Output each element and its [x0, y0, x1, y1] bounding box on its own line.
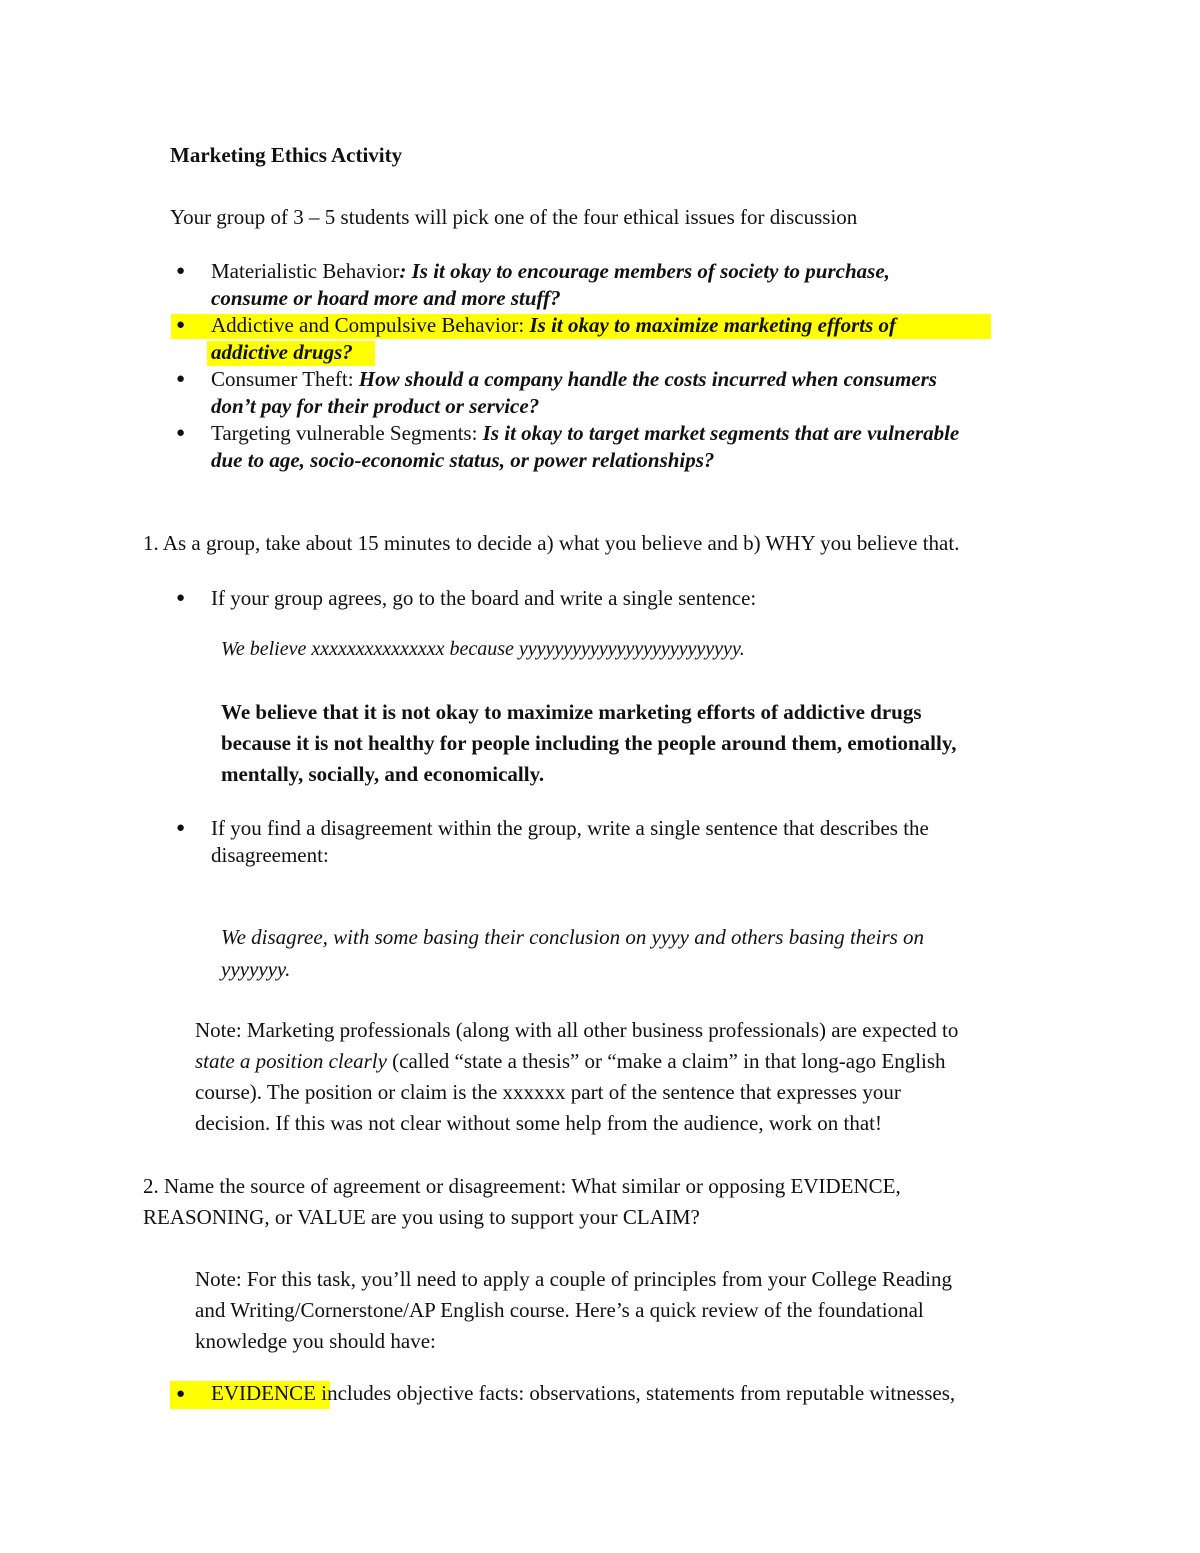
disagree-template: We disagree, with some basing their conclusion on yyyy and others basing theirs on	[221, 925, 925, 949]
emphasis-text: state a position clearly	[195, 1049, 387, 1073]
step-1-heading: 1. As a group, take about 15 minutes to decide a) what you believe and b) WHY you believe that.	[143, 531, 960, 555]
agree-template: We believe xxxxxxxxxxxxxxx because yyyyyyyyyyyyyyyyyyyyyyyyy.	[221, 638, 745, 660]
issue-label: Materialistic Behavior	[211, 259, 400, 283]
agree-instruction: If your group agrees, go to the board and write a single sentence:	[211, 586, 757, 610]
answer-line: mentally, socially, and economically.	[221, 762, 545, 786]
issue-label: Consumer Theft	[211, 367, 348, 391]
issue-question: How should a company handle the costs incurred when consumers	[358, 367, 937, 391]
note-review: Note: For this task, you’ll need to apply a couple of principles from your College Reading and Writing/Cornerstone/AP English course. Here’s a quick review of the foundational knowledge you should have:	[195, 1267, 953, 1353]
issue-separator: :	[518, 313, 530, 337]
issue-label: Addictive and Compulsive Behavior	[211, 313, 519, 337]
issue-separator: :	[399, 259, 412, 283]
bullet-icon: ●	[176, 1386, 186, 1402]
evidence-definition: EVIDENCE includes objective facts: observations, statements from reputable witnesses,	[211, 1381, 956, 1405]
bullet-icon: ●	[176, 425, 186, 441]
issue-question: Is it okay to encourage members of society to purchase,	[411, 259, 890, 283]
disagree-instruction-cont: disagreement:	[211, 843, 329, 867]
evidence-term: EVIDENCE	[211, 1381, 316, 1405]
issue-question-cont: addictive drugs?	[211, 340, 353, 364]
step-2-heading: 2. Name the source of agreement or disagreement: What similar or opposing EVIDENCE, REASONING, or VALUE are you using to support your CLAIM?	[143, 1174, 901, 1229]
issue-question: Is it okay to target market segments that are vulnerable	[482, 421, 960, 445]
issue-list	[0, 258, 1200, 474]
bullet-icon: ●	[176, 590, 186, 606]
issue-question-cont: due to age, socio-economic status, or power relationships?	[211, 448, 715, 472]
intro-text: Your group of 3 – 5 students will pick one of the four ethical issues for discussion	[170, 205, 858, 229]
issue-question-cont: don’t pay for their product or service?	[211, 394, 540, 418]
document-title: Marketing Ethics Activity	[170, 143, 403, 167]
bullet-icon: ●	[176, 371, 186, 387]
issue-separator: :	[471, 421, 483, 445]
bullet-icon: ●	[176, 263, 186, 279]
disagree-template-cont: yyyyyyy.	[221, 957, 291, 981]
issue-question-cont: consume or hoard more and more stuff?	[211, 286, 561, 310]
list-item	[0, 366, 1200, 420]
answer-line: because it is not healthy for people including the people around them, emotionally,	[221, 731, 957, 755]
issue-separator: :	[347, 367, 359, 391]
disagree-instruction: If you find a disagreement within the group, write a single sentence that describes the	[211, 816, 929, 840]
group-answer	[221, 697, 956, 790]
issue-question: Is it okay to maximize marketing efforts of	[529, 313, 896, 337]
list-item-highlighted	[0, 312, 1200, 366]
note-position: Note: Marketing professionals (along with all other business professionals) are expected to state a position clearly (called “state a thesis” or “make a claim” in that long-ago English course). The position or claim is the xxxxxx part of the sentence that expresses your decision. If this was not clear without some help from the audience, work on that!	[195, 1018, 959, 1135]
bullet-icon: ●	[176, 317, 186, 333]
list-item	[0, 420, 1200, 474]
answer-line: We believe that it is not okay to maximize marketing efforts of addictive drugs	[221, 700, 922, 724]
issue-label: Targeting vulnerable Segments	[211, 421, 472, 445]
list-item	[0, 258, 1200, 312]
bullet-icon: ●	[176, 820, 186, 836]
